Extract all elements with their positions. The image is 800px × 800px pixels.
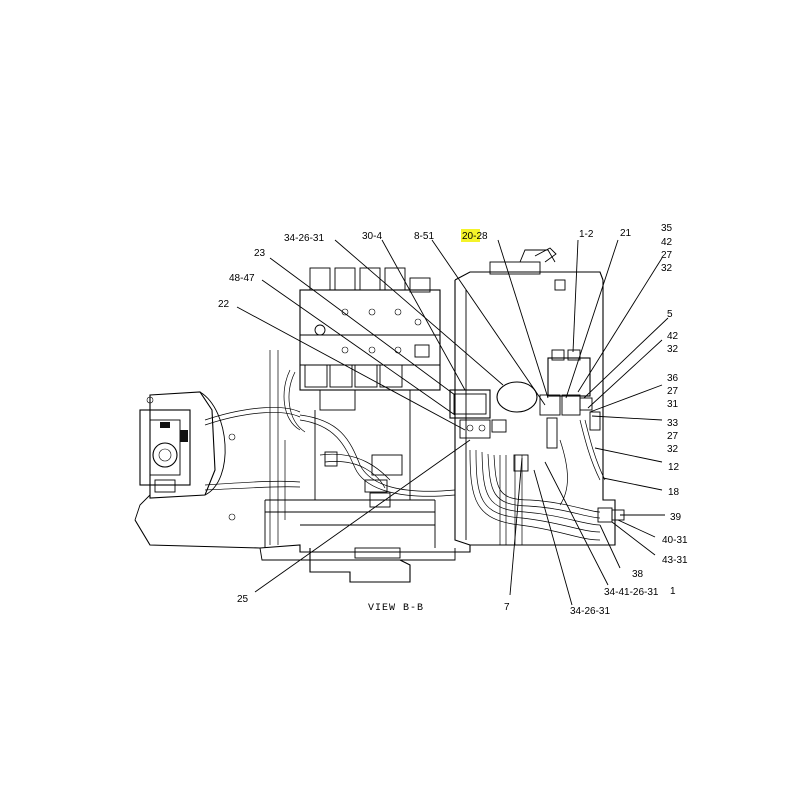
callout-40-31: 40-31 xyxy=(662,535,688,546)
stack-33 xyxy=(667,418,679,455)
stack-35 xyxy=(661,223,673,274)
filter-cluster xyxy=(325,382,537,507)
callout-1-2: 1-2 xyxy=(579,229,594,240)
callout-34-41-26-31: 34-41-26-31 xyxy=(604,587,659,598)
frame-outline xyxy=(135,280,615,582)
callout-5: 5 xyxy=(667,309,673,320)
bottom-hose-bundle xyxy=(470,440,624,545)
hydraulic-pump xyxy=(140,392,235,520)
callout-23: 23 xyxy=(254,248,266,259)
callout-43-31: 43-31 xyxy=(662,555,688,566)
callout-39: 39 xyxy=(670,512,682,523)
view-title: VIEW B-B xyxy=(368,603,425,614)
callout-8-51: 8-51 xyxy=(414,231,435,242)
callout-34-26-31-top: 34-26-31 xyxy=(284,233,325,244)
stack-36-line: 36 xyxy=(667,373,679,384)
callout-48-47: 48-47 xyxy=(229,273,255,284)
callout-7: 7 xyxy=(504,602,510,613)
valve-bank xyxy=(300,268,440,500)
stack-42 xyxy=(667,331,679,355)
stack-35-line: 42 xyxy=(661,237,673,248)
callout-20-28 xyxy=(462,231,488,242)
callout-20-28-full: -28 xyxy=(473,231,488,242)
stack-42-line: 42 xyxy=(667,331,679,342)
stack-42-line: 32 xyxy=(667,344,679,355)
callout-30-4: 30-4 xyxy=(362,231,383,242)
stack-36-line: 31 xyxy=(667,399,679,410)
callout-labels xyxy=(218,223,688,617)
stack-35-line: 35 xyxy=(661,223,673,234)
callout-18: 18 xyxy=(668,487,680,498)
callout-20-28-highlight: 20 xyxy=(462,231,474,242)
callout-34-26-31-bottom: 34-26-31 xyxy=(570,606,611,617)
stack-36-line: 27 xyxy=(667,386,679,397)
right-manifold xyxy=(540,350,605,480)
stack-35-line: 32 xyxy=(661,263,673,274)
stack-35-line: 27 xyxy=(661,250,673,261)
stack-33-line: 27 xyxy=(667,431,679,442)
stack-33-line: 33 xyxy=(667,418,679,429)
callout-25: 25 xyxy=(237,594,249,605)
stack-33-line: 32 xyxy=(667,444,679,455)
callout-12: 12 xyxy=(668,462,680,473)
callout-1-mark: 1 xyxy=(670,586,676,597)
callout-38: 38 xyxy=(632,569,644,580)
stack-36 xyxy=(667,373,679,410)
callout-21: 21 xyxy=(620,228,632,239)
callout-22: 22 xyxy=(218,299,230,310)
